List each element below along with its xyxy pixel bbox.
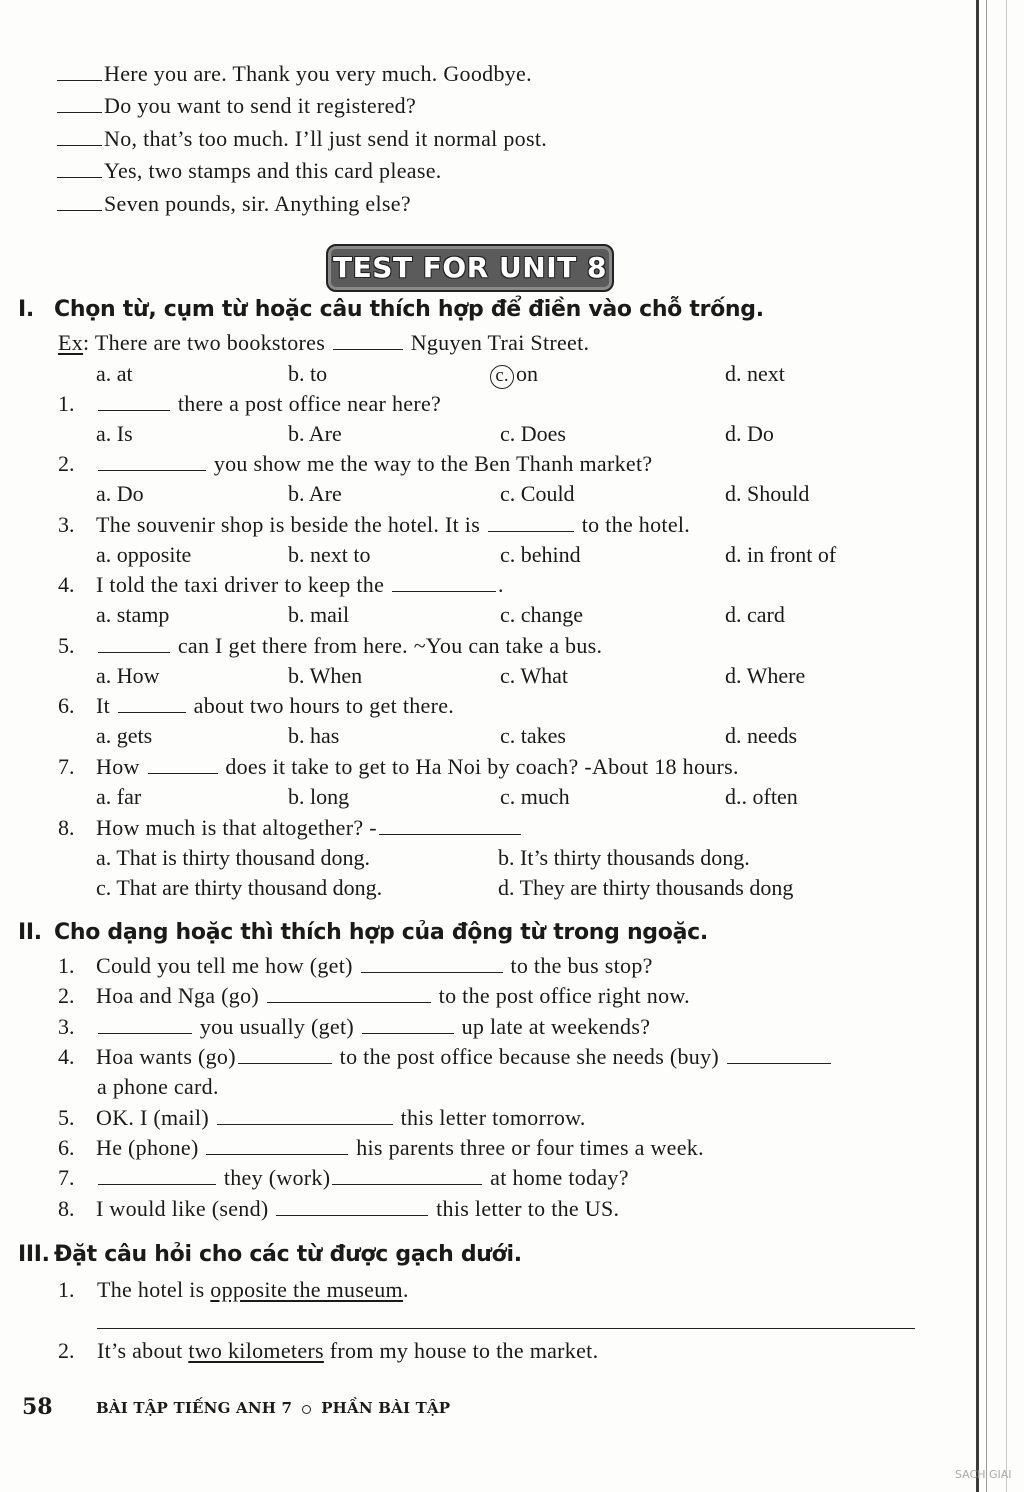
option-b[interactable]: b. It’s thirty thousands dong.: [498, 845, 750, 870]
answer-blank[interactable]: [267, 982, 431, 1003]
question-text: .: [497, 572, 504, 597]
question-number: 2.: [58, 451, 75, 476]
question: [96, 814, 523, 842]
option-d[interactable]: d. Do: [725, 421, 774, 446]
option-b[interactable]: b. long: [288, 784, 350, 809]
verb-item: [96, 1013, 650, 1041]
answer-blank[interactable]: [362, 1013, 454, 1034]
option-d[interactable]: d. card: [725, 602, 785, 627]
question: [96, 692, 454, 720]
answer-blank[interactable]: [57, 157, 102, 178]
item-text: to the post office right now.: [438, 983, 690, 1008]
option-d[interactable]: d. Where: [725, 663, 806, 688]
item-number: 7.: [58, 1165, 75, 1190]
question-text: does it take to get to Ha Noi by coach? -About 18 hours.: [225, 754, 739, 779]
underlined-phrase: two kilometers: [188, 1338, 324, 1363]
dialogue-line: [55, 125, 547, 153]
dialogue-line: [55, 157, 442, 185]
item-number: 2.: [58, 1338, 75, 1363]
answer-blank[interactable]: [276, 1195, 428, 1216]
question-item: [97, 1276, 409, 1304]
verb-item: [96, 1134, 704, 1162]
option-d[interactable]: d.. often: [725, 784, 798, 809]
question-text: can I get there from here. ~You can take a bus.: [177, 633, 603, 658]
item-number: 1.: [58, 1277, 75, 1302]
item-text-continued: a phone card.: [97, 1074, 219, 1099]
option-b[interactable]: b. has: [288, 723, 340, 748]
item-text: The hotel is: [97, 1277, 205, 1302]
option-a[interactable]: a. stamp: [96, 602, 170, 627]
item-text: .: [402, 1277, 409, 1302]
answer-blank[interactable]: [98, 632, 170, 653]
option-a[interactable]: a. opposite: [96, 542, 192, 567]
question-text: It: [96, 693, 111, 718]
item-text: his parents three or four times a week.: [356, 1135, 704, 1160]
answer-blank[interactable]: [57, 60, 102, 81]
item-text: He (phone): [96, 1135, 199, 1160]
example-question: [58, 329, 589, 357]
option-a[interactable]: a. far: [96, 784, 142, 809]
answer-blank[interactable]: [57, 92, 102, 113]
item-text: It’s about: [97, 1338, 183, 1363]
question-text: The souvenir shop is beside the hotel. It is: [96, 512, 481, 537]
option-a[interactable]: a. gets: [96, 723, 153, 748]
section-title: Đặt câu hỏi cho các từ được gạch dưới.: [54, 1242, 522, 1267]
item-text: this letter tomorrow.: [400, 1105, 586, 1130]
item-text: you usually (get): [199, 1014, 354, 1039]
question: [96, 632, 602, 660]
item-number: 1.: [58, 953, 75, 978]
item-text: at home today?: [490, 1165, 629, 1190]
option-a[interactable]: a. How: [96, 663, 160, 688]
option-c[interactable]: c. change: [500, 602, 584, 627]
page-edge-line: [1006, 0, 1007, 1492]
question: [96, 753, 739, 781]
item-text: to the bus stop?: [510, 953, 653, 978]
item-number: 8.: [58, 1196, 75, 1221]
question-text: There are two bookstores: [94, 330, 326, 355]
option-text: on: [516, 361, 538, 386]
section-title: Cho dạng hoặc thì thích hợp của động từ trong ngoặc.: [54, 920, 708, 945]
answer-blank[interactable]: [98, 450, 206, 471]
answer-blank[interactable]: [98, 390, 170, 411]
dialogue-text: Seven pounds, sir. Anything else?: [104, 191, 411, 216]
question-text: How: [96, 754, 140, 779]
item-text: from my house to the market.: [329, 1338, 599, 1363]
option-c-circled[interactable]: [490, 360, 538, 389]
item-text: Hoa wants (go): [96, 1044, 236, 1069]
answer-blank[interactable]: [118, 692, 186, 713]
option-c[interactable]: c. much: [500, 784, 570, 809]
answer-blank[interactable]: [392, 571, 496, 592]
dialogue-text: Yes, two stamps and this card please.: [104, 158, 442, 183]
option-d[interactable]: d. Should: [725, 481, 810, 506]
question-number: 5.: [58, 633, 75, 658]
answer-line[interactable]: [97, 1328, 915, 1329]
question-number: 7.: [58, 754, 75, 779]
item-text: up late at weekends?: [461, 1014, 651, 1039]
answer-blank[interactable]: [238, 1043, 332, 1064]
watermark-logo-icon: SACH GIAI: [955, 1468, 1012, 1481]
option-a[interactable]: a. at: [96, 361, 133, 386]
option-d[interactable]: d. They are thirty thousands dong: [498, 875, 794, 900]
option-d[interactable]: d. needs: [725, 723, 798, 748]
circled-answer-mark: c.: [490, 365, 514, 389]
question-text: Nguyen Trai Street.: [410, 330, 590, 355]
section-title: Chọn từ, cụm từ hoặc câu thích hợp để điền vào chỗ trống.: [54, 297, 764, 322]
unit-title-banner: TEST FOR UNIT 8: [326, 244, 614, 292]
item-number: 4.: [58, 1044, 75, 1069]
option-c[interactable]: c. What: [500, 663, 569, 688]
question-text: there a post office near here?: [177, 391, 442, 416]
dialogue-text: No, that’s too much. I’ll just send it normal post.: [104, 126, 548, 151]
verb-item: [96, 1164, 629, 1192]
verb-item: [96, 982, 690, 1010]
section-heading: [18, 1240, 522, 1270]
item-text: they (work): [223, 1165, 331, 1190]
option-b[interactable]: b. Are: [288, 481, 342, 506]
section-number: II.: [18, 920, 42, 945]
option-b[interactable]: b. to: [288, 361, 328, 386]
question-text: you show me the way to the Ben Thanh market?: [213, 451, 653, 476]
option-a[interactable]: a. Is: [96, 421, 133, 446]
page-number: 58: [22, 1394, 53, 1420]
option-c[interactable]: c. takes: [500, 723, 566, 748]
bullet-separator-icon: [302, 1405, 311, 1414]
option-c[interactable]: c. behind: [500, 542, 581, 567]
dialogue-text: Do you want to send it registered?: [104, 93, 417, 118]
answer-blank[interactable]: [57, 125, 102, 146]
answer-blank[interactable]: [333, 329, 403, 350]
item-number: 2.: [58, 983, 75, 1008]
book-title: BÀI TẬP TIẾNG ANH 7: [96, 1399, 293, 1417]
option-d[interactable]: d. in front of: [725, 542, 837, 567]
question: [96, 511, 690, 539]
option-b[interactable]: b. When: [288, 663, 363, 688]
page-edge-line: [986, 0, 987, 1492]
verb-item: [96, 1104, 586, 1132]
answer-blank[interactable]: [98, 1013, 192, 1034]
section-heading: [18, 295, 764, 325]
answer-blank[interactable]: [332, 1164, 482, 1185]
item-number: 5.: [58, 1105, 75, 1130]
question: [96, 390, 441, 418]
question-text: about two hours to get there.: [193, 693, 455, 718]
item-number: 3.: [58, 1014, 75, 1039]
question-number: 3.: [58, 512, 75, 537]
answer-blank[interactable]: [217, 1104, 393, 1125]
dialogue-line: [55, 60, 532, 88]
question: [96, 450, 652, 478]
section-number: III.: [18, 1242, 50, 1267]
item-text: Hoa and Nga (go): [96, 983, 260, 1008]
verb-item: [96, 1195, 619, 1223]
underlined-phrase: opposite the museum: [210, 1277, 403, 1302]
example-label: Ex: [58, 330, 84, 355]
item-text: I would like (send): [96, 1196, 269, 1221]
answer-blank[interactable]: [361, 952, 503, 973]
question-text: I told the taxi driver to keep the: [96, 572, 385, 597]
question-number: 8.: [58, 815, 75, 840]
option-b[interactable]: b. next to: [288, 542, 371, 567]
question-text: to the hotel.: [581, 512, 691, 537]
verb-item: [96, 1043, 833, 1071]
item-text: this letter to the US.: [436, 1196, 620, 1221]
option-d[interactable]: d. next: [725, 361, 785, 386]
option-c[interactable]: c. That are thirty thousand dong.: [96, 875, 383, 900]
item-text: OK. I (mail): [96, 1105, 209, 1130]
item-text: Could you tell me how (get): [96, 953, 353, 978]
item-number: 6.: [58, 1135, 75, 1160]
book-part: PHẦN BÀI TẬP: [321, 1399, 451, 1417]
question-text: How much is that altogether? -: [96, 815, 377, 840]
section-number: I.: [18, 297, 34, 322]
answer-blank[interactable]: [727, 1043, 831, 1064]
question-item: [97, 1337, 598, 1365]
answer-blank[interactable]: [98, 1164, 216, 1185]
page-edge-shadow: [976, 0, 979, 1492]
option-a[interactable]: a. That is thirty thousand dong.: [96, 845, 370, 870]
option-a[interactable]: a. Do: [96, 481, 144, 506]
answer-blank[interactable]: [148, 753, 218, 774]
question-number: 4.: [58, 572, 75, 597]
option-c[interactable]: c. Does: [500, 421, 566, 446]
example-colon: :: [83, 330, 90, 355]
answer-blank[interactable]: [206, 1134, 348, 1155]
verb-item: [96, 952, 653, 980]
question: [96, 571, 504, 599]
question-number: 6.: [58, 693, 75, 718]
answer-blank[interactable]: [488, 511, 574, 532]
question-number: 1.: [58, 391, 75, 416]
answer-blank[interactable]: [57, 190, 102, 211]
option-b[interactable]: b. Are: [288, 421, 342, 446]
dialogue-text: Here you are. Thank you very much. Goodbye.: [104, 61, 532, 86]
item-text: to the post office because she needs (buy): [339, 1044, 720, 1069]
dialogue-line: [55, 92, 416, 120]
dialogue-line: [55, 190, 411, 218]
running-footer: [96, 1399, 450, 1417]
option-c[interactable]: c. Could: [500, 481, 575, 506]
option-b[interactable]: b. mail: [288, 602, 350, 627]
answer-blank[interactable]: [379, 814, 521, 835]
section-heading: [18, 918, 708, 948]
